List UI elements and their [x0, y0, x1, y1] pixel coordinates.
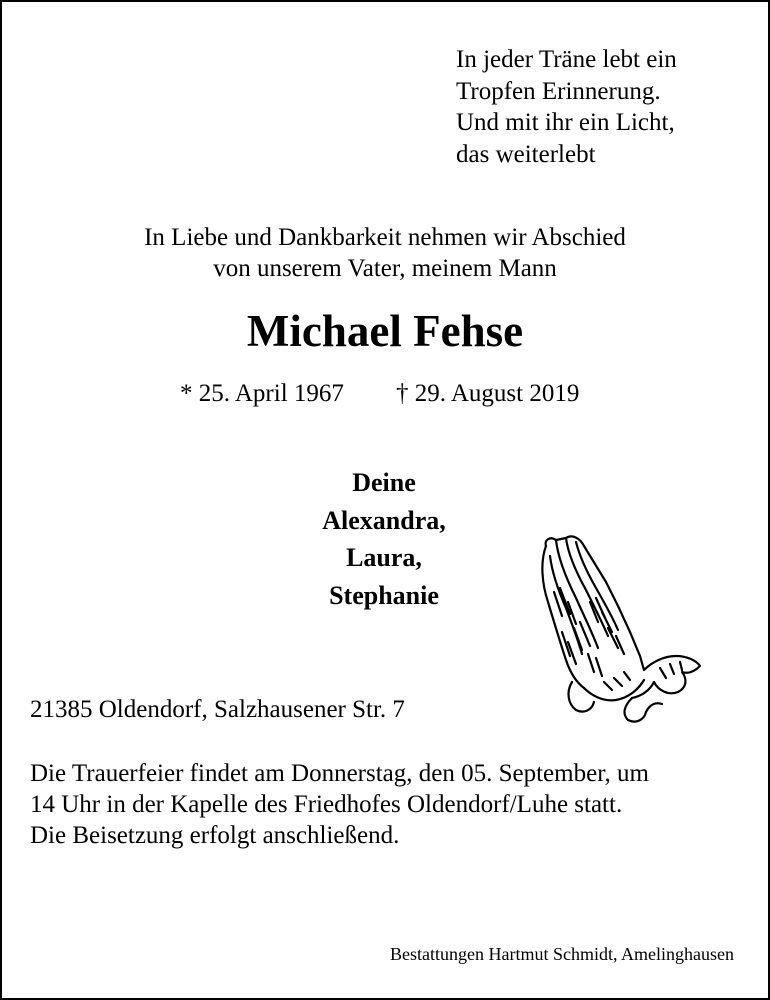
intro-text	[2, 222, 768, 284]
notice-line: 14 Uhr in der Kapelle des Friedhofes Oldendorf/Luhe statt.	[30, 791, 623, 818]
intro-line: In Liebe und Dankbarkeit nehmen wir Abschied	[144, 224, 626, 251]
family-line: Laura,	[346, 543, 422, 572]
family-line: Stephanie	[329, 580, 439, 610]
poem	[456, 44, 677, 170]
notice-line: Die Beisetzung erfolgt anschließend.	[30, 822, 400, 849]
poem-line: In jeder Träne lebt ein	[456, 46, 677, 73]
birth-date: * 25. April 1967	[180, 380, 344, 407]
family-signature	[234, 464, 534, 614]
funeral-notice	[30, 758, 649, 851]
poem-line: Tropfen Erinnerung.	[456, 77, 661, 105]
intro-line: von unserem Vater, meinem Mann	[213, 255, 557, 282]
poem-line: das weiterlebt	[456, 140, 596, 168]
family-line: Deine	[352, 468, 416, 497]
praying-hands-icon	[532, 532, 704, 724]
deceased-name: Michael Fehse	[246, 306, 524, 356]
poem-line: Und mit ihr ein Licht,	[456, 109, 675, 136]
death-date: † 29. August 2019	[396, 380, 580, 407]
family-line: Alexandra,	[322, 505, 446, 535]
notice-line: Die Trauerfeier findet am Donnerstag, den 05. September, um	[30, 760, 649, 787]
family-address: 21385 Oldendorf, Salzhausener Str. 7	[30, 696, 405, 723]
undertaker-credit: Bestattungen Hartmut Schmidt, Amelinghausen	[390, 944, 734, 964]
